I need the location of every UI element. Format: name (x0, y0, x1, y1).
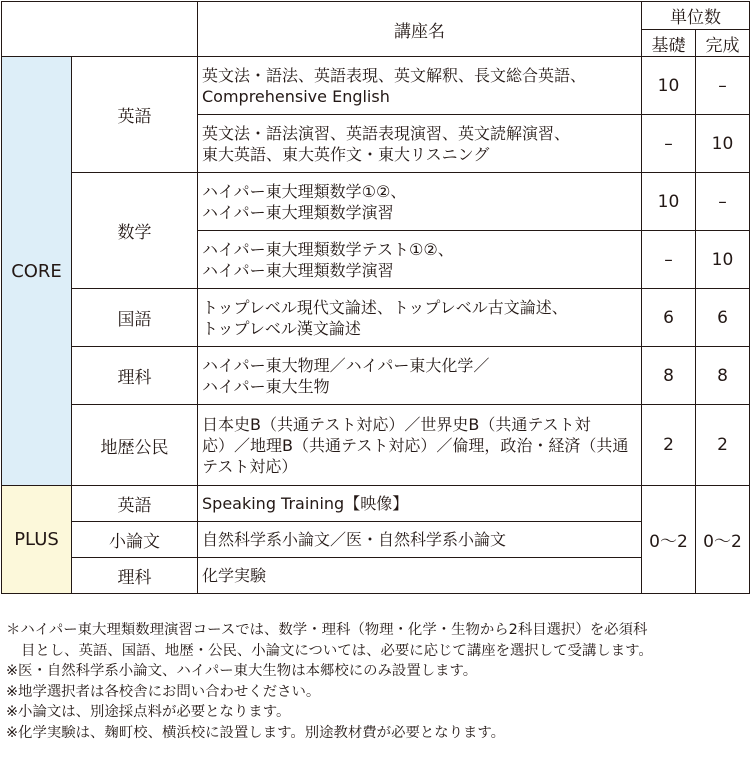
table-row (2, 522, 750, 558)
table-row (2, 558, 750, 594)
course-line: テスト対応） (202, 456, 298, 476)
header-complete: 完成 (696, 30, 750, 57)
course-cell: 自然科学系小論文／医・自然科学系小論文 (198, 522, 642, 558)
table-row (2, 57, 750, 115)
subject-japanese: 国語 (72, 289, 198, 347)
header-course-name: 講座名 (198, 2, 642, 57)
table-row (2, 173, 750, 231)
category-core: CORE (2, 57, 72, 486)
course-line: ハイパー東大理類数学テスト①②、 (202, 239, 454, 259)
plus-subject-essay: 小論文 (72, 522, 198, 558)
course-line: トップレベル現代文論述、トップレベル古文論述、 (202, 297, 568, 317)
course-cell (198, 347, 642, 405)
subject-social-studies: 地歴公民 (72, 405, 198, 486)
complete-units: 6 (696, 289, 750, 347)
footnote: ※地学選択者は各校舎にお問い合わせください。 (6, 683, 321, 700)
basic-units: 2 (642, 405, 696, 486)
header-basic: 基礎 (642, 30, 696, 57)
subject-science: 理科 (72, 347, 198, 405)
course-line: 応）／地理B（共通テスト対応）／倫理，政治・経済（共通 (202, 435, 629, 455)
course-line: ハイパー東大物理／ハイパー東大化学／ (202, 355, 490, 375)
course-line: トップレベル漢文論述 (202, 318, 361, 338)
footnotes (6, 620, 746, 743)
table-row (2, 347, 750, 405)
subject-math: 数学 (72, 173, 198, 289)
course-line: 東大英語、東大英作文・東大リスニング (202, 144, 490, 164)
plus-subject-english: 英語 (72, 486, 198, 522)
complete-units: 2 (696, 405, 750, 486)
course-cell: 化学実験 (198, 558, 642, 594)
course-cell (198, 173, 642, 231)
footnote: 目とし、英語、国語、地歴・公民、小論文については、必要に応じて講座を選択して受講します。 (21, 642, 653, 659)
complete-units: 8 (696, 347, 750, 405)
course-line: ハイパー東大理類数学演習 (202, 260, 394, 280)
footnote: ※化学実験は、麹町校、横浜校に設置します。別途教材費が必要となります。 (6, 724, 506, 741)
table-row (2, 486, 750, 522)
course-cell: Speaking Training【映像】 (198, 486, 642, 522)
course-line: 英文法・語法、英語表現、英文解釈、長文総合英語、 (202, 65, 587, 85)
basic-units: 10 (642, 57, 696, 115)
course-line: Comprehensive English (202, 86, 390, 106)
course-table (1, 1, 750, 594)
basic-units: – (642, 231, 696, 289)
course-line: ハイパー東大生物 (202, 376, 330, 396)
table-row (2, 405, 750, 486)
footnote: ※小論文は、別途採点料が必要となります。 (6, 704, 291, 720)
course-line: 日本史B（共通テスト対応）／世界史B（共通テスト対 (202, 414, 591, 434)
plus-complete-units: 0～2 (696, 486, 750, 594)
category-plus: PLUS (2, 486, 72, 594)
course-cell (198, 405, 642, 486)
header-blank (2, 2, 198, 57)
table-row (2, 289, 750, 347)
footnote: ※医・自然科学系小論文、ハイパー東大生物は本郷校にのみ設置します。 (6, 663, 478, 679)
basic-units: 8 (642, 347, 696, 405)
header-units: 単位数 (642, 2, 750, 30)
course-line: 英文法・語法演習、英語表現演習、英文読解演習、 (202, 123, 571, 143)
complete-units: – (696, 57, 750, 115)
subject-english: 英語 (72, 57, 198, 173)
plus-basic-units: 0～2 (642, 486, 696, 594)
footnote: ＊ハイパー東大理類数理演習コースでは、数学・理科（物理・化学・生物から2科目選択）を必須科 (6, 622, 648, 638)
complete-units: – (696, 173, 750, 231)
course-line: ハイパー東大理類数学①②、 (202, 181, 407, 201)
plus-subject-science: 理科 (72, 558, 198, 594)
complete-units: 10 (696, 231, 750, 289)
course-cell (198, 289, 642, 347)
complete-units: 10 (696, 115, 750, 173)
course-cell (198, 231, 642, 289)
basic-units: 6 (642, 289, 696, 347)
basic-units: – (642, 115, 696, 173)
course-cell (198, 115, 642, 173)
course-cell (198, 57, 642, 115)
course-line: ハイパー東大理類数学演習 (202, 202, 394, 222)
header-row (2, 2, 750, 30)
basic-units: 10 (642, 173, 696, 231)
